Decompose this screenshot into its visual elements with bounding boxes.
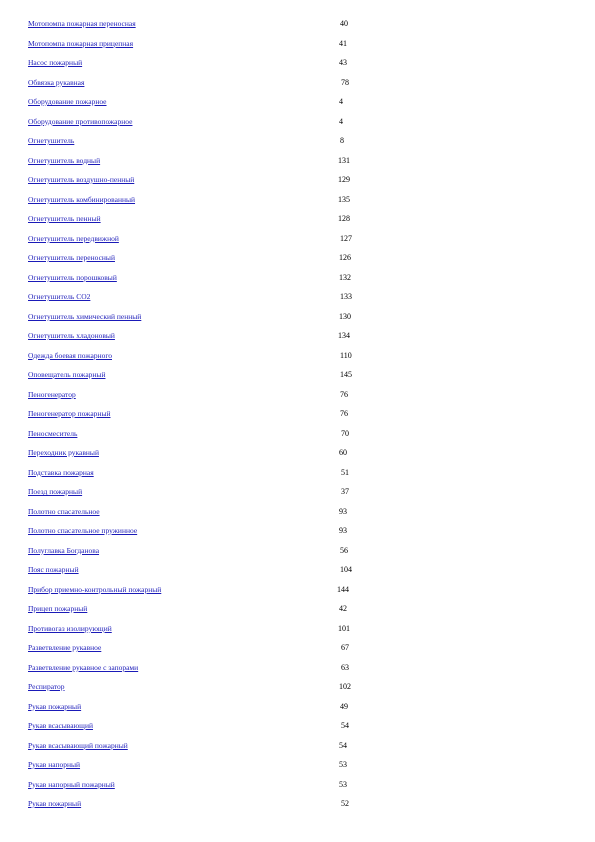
index-row xyxy=(0,662,595,674)
index-row xyxy=(0,584,595,596)
index-page-number: 76 xyxy=(340,409,348,418)
index-term-link[interactable]: Рукав напорный xyxy=(28,760,81,769)
index-row xyxy=(0,603,595,615)
index-row xyxy=(0,759,595,771)
index-row xyxy=(0,779,595,791)
index-page-number: 70 xyxy=(341,428,349,438)
index-page-number: 135 xyxy=(338,194,350,204)
index-term-link[interactable]: Пеногенератор пожарный xyxy=(28,409,111,418)
index-term-link[interactable]: Огнетушитель хладоновый xyxy=(28,331,115,340)
index-page-number: 101 xyxy=(338,623,350,633)
index-page-number: 130 xyxy=(339,311,351,321)
index-term-link[interactable]: Оповещатель пожарный xyxy=(28,370,106,379)
index-page-number: 133 xyxy=(340,292,352,301)
index-row xyxy=(0,96,595,108)
index-term-link[interactable]: Поезд пожарный xyxy=(28,487,83,496)
index-row xyxy=(0,57,595,69)
index-row xyxy=(0,18,595,30)
index-term-link[interactable]: Переходник рукавный xyxy=(28,448,99,457)
index-term-link[interactable]: Огнетушитель водный xyxy=(28,155,101,165)
index-term-link[interactable]: Огнетушитель CO2 xyxy=(28,292,91,301)
index-page-number: 53 xyxy=(339,779,347,789)
index-row xyxy=(0,116,595,128)
index-row xyxy=(0,486,595,498)
index-row xyxy=(0,681,595,693)
index-row xyxy=(0,740,595,752)
index-row xyxy=(0,642,595,654)
index-row xyxy=(0,720,595,732)
index-term-link[interactable]: Огнетушитель переносный xyxy=(28,253,115,262)
index-page-number: 131 xyxy=(338,155,350,165)
index-term-link[interactable]: Огнетушитель химический пенный xyxy=(28,311,142,321)
index-term-link[interactable]: Мотопомпа пожарная прицепная xyxy=(28,38,134,48)
index-page-number: 49 xyxy=(340,701,348,711)
index-row xyxy=(0,213,595,225)
index-page-number: 145 xyxy=(340,370,352,379)
index-term-link[interactable]: Прибор приемно-контрольный пожарный xyxy=(28,584,162,594)
index-page-number: 52 xyxy=(341,799,349,808)
index-row xyxy=(0,447,595,459)
index-term-link[interactable]: Огнетушитель воздушно-пенный xyxy=(28,175,135,184)
index-term-link[interactable]: Огнетушитель пенный xyxy=(28,214,101,223)
index-row xyxy=(0,798,595,810)
index-term-link[interactable]: Пеногенератор xyxy=(28,389,76,399)
index-page-number: 60 xyxy=(339,448,347,457)
index-row xyxy=(0,252,595,264)
index-row xyxy=(0,467,595,479)
index-term-link[interactable]: Рукав всасывающий пожарный xyxy=(28,740,128,750)
index-page-number: 63 xyxy=(341,662,349,672)
index-page-number: 4 xyxy=(339,97,343,106)
index-term-link[interactable]: Рукав напорный пожарный xyxy=(28,779,115,789)
index-page-number: 126 xyxy=(339,253,351,262)
index-page-number: 37 xyxy=(341,487,349,496)
index-term-link[interactable]: Одежда боевая пожарного xyxy=(28,350,112,360)
index-row xyxy=(0,194,595,206)
index-term-link[interactable]: Противогаз изолирующий xyxy=(28,623,112,633)
index-term-link[interactable]: Респиратор xyxy=(28,682,65,691)
index-row xyxy=(0,545,595,557)
index-page-number: 4 xyxy=(339,116,343,126)
index-page-number: 129 xyxy=(338,175,350,184)
index-row xyxy=(0,155,595,167)
index-page-number: 78 xyxy=(341,77,349,87)
index-row xyxy=(0,350,595,362)
index-page-number: 76 xyxy=(340,389,348,399)
index-page-number: 104 xyxy=(340,565,352,574)
index-row xyxy=(0,623,595,635)
index-row xyxy=(0,701,595,713)
index-page-number: 51 xyxy=(341,467,349,477)
index-term-link[interactable]: Огнетушитель порошковый xyxy=(28,272,117,282)
index-page-number: 132 xyxy=(339,272,351,282)
index-row xyxy=(0,564,595,576)
index-term-link[interactable]: Рукав всасывающий xyxy=(28,721,93,730)
index-page-number: 8 xyxy=(340,136,344,145)
index-term-link[interactable]: Прицеп пожарный xyxy=(28,604,88,613)
index-row xyxy=(0,525,595,537)
index-page-number: 134 xyxy=(338,331,350,340)
index-term-link[interactable]: Мотопомпа пожарная переносная xyxy=(28,19,136,28)
index-row xyxy=(0,369,595,381)
index-row xyxy=(0,428,595,440)
index-page-number: 93 xyxy=(339,526,347,535)
index-term-link[interactable]: Рукав пожарный xyxy=(28,701,82,711)
index-row xyxy=(0,291,595,303)
index-page-number: 67 xyxy=(341,643,349,652)
index-page-number: 110 xyxy=(340,350,352,360)
index-page-number: 43 xyxy=(339,58,347,67)
index-row xyxy=(0,408,595,420)
index-page-number: 93 xyxy=(339,506,347,516)
index-page-number: 102 xyxy=(339,682,351,691)
index-term-link[interactable]: Пояс пожарный xyxy=(28,565,79,574)
index-term-link[interactable]: Насос пожарный xyxy=(28,58,83,67)
index-page-number: 42 xyxy=(339,604,347,613)
index-page-number: 53 xyxy=(339,760,347,769)
index-term-link[interactable]: Огнетушитель xyxy=(28,136,75,145)
index-row xyxy=(0,311,595,323)
index-page-number: 144 xyxy=(337,584,349,594)
index-term-link[interactable]: Разветвление рукавное xyxy=(28,643,102,652)
index-row xyxy=(0,135,595,147)
index-term-link[interactable]: Обвязка рукавная xyxy=(28,77,85,87)
index-term-link[interactable]: Разветвление рукавное с запорами xyxy=(28,662,139,672)
index-term-link[interactable]: Огнетушитель передвижной xyxy=(28,233,119,243)
index-term-link[interactable]: Огнетушитель комбинированный xyxy=(28,194,136,204)
index-row xyxy=(0,38,595,50)
index-term-link[interactable]: Рукав пожарный xyxy=(28,799,82,808)
index-row xyxy=(0,77,595,89)
index-row xyxy=(0,330,595,342)
index-page-number: 54 xyxy=(341,721,349,730)
index-term-link[interactable]: Пеносмеситель xyxy=(28,428,78,438)
index-row xyxy=(0,174,595,186)
index-term-link[interactable]: Подставка пожарная xyxy=(28,467,94,477)
index-term-link[interactable]: Полотно спасательное xyxy=(28,506,100,516)
index-row xyxy=(0,389,595,401)
index-page-number: 54 xyxy=(339,740,347,750)
index-row xyxy=(0,272,595,284)
index-term-link[interactable]: Полотно спасательное пружинное xyxy=(28,526,138,535)
index-row xyxy=(0,233,595,245)
index-page-number: 127 xyxy=(340,233,352,243)
index-term-link[interactable]: Оборудование противопожарное xyxy=(28,116,133,126)
index-page-number: 128 xyxy=(338,214,350,223)
index-term-link[interactable]: Полуглавка Богданова xyxy=(28,545,100,555)
index-page-number: 40 xyxy=(340,19,348,28)
index-row xyxy=(0,506,595,518)
index-page-number: 41 xyxy=(339,38,347,48)
index-term-link[interactable]: Оборудование пожарное xyxy=(28,97,107,106)
index-page-number: 56 xyxy=(340,545,348,555)
